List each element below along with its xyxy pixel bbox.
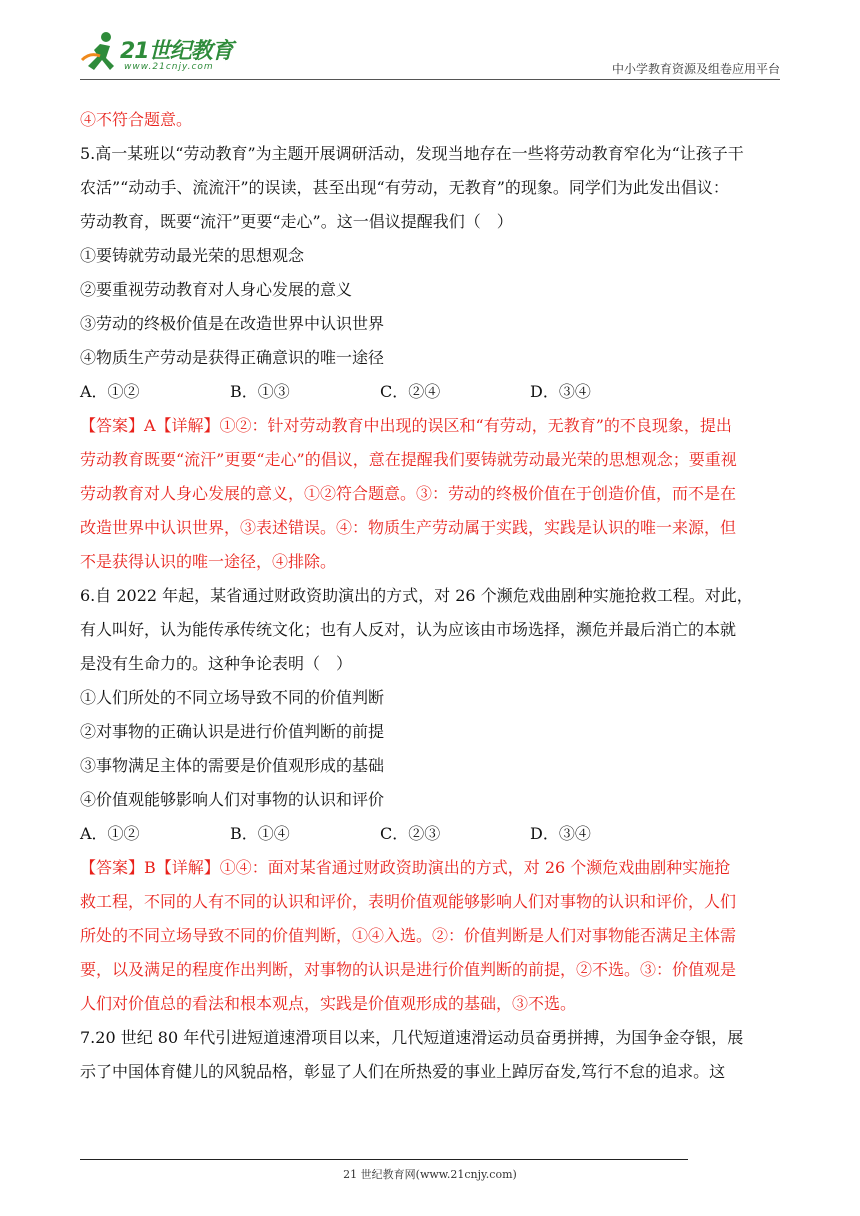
logo-url: www.21cnjy.com: [124, 62, 214, 72]
question-text-line: ④物质生产劳动是获得正确意识的唯一途径: [80, 348, 385, 367]
option-label: B．①③: [230, 382, 290, 401]
option-label: C．②③: [380, 824, 441, 843]
question-text-line: ④价值观能够影响人们对事物的认识和评价: [80, 790, 385, 809]
answer-explanation-line: 劳动教育对人身心发展的意义，①②符合题意。③：劳动的终极价值在于创造价值，而不是在: [80, 484, 737, 503]
footer-text: 21 世纪教育网(www.21cnjy.com): [343, 1168, 517, 1181]
question-text-line: 5.高一某班以“劳动教育”为主题开展调研活动，发现当地存在一些将劳动教育窄化为“让孩子干: [80, 144, 744, 163]
question-text-line: ②对事物的正确认识是进行价值判断的前提: [80, 722, 385, 741]
question-text-line: ①人们所处的不同立场导致不同的价值判断: [80, 688, 385, 707]
runner-icon: [80, 30, 124, 76]
answer-explanation-line: 【答案】B【详解】①④：面对某省通过财政资助演出的方式，对 26 个濒危戏曲剧种实施抢: [80, 858, 731, 877]
question-text-line: ③劳动的终极价值是在改造世界中认识世界: [80, 314, 385, 333]
question-text-line: 6.自 2022 年起，某省通过财政资助演出的方式，对 26 个濒危戏曲剧种实施抢救工程。对此，: [80, 586, 753, 605]
header-platform-text: 中小学教育资源及组卷应用平台: [611, 62, 780, 76]
answer-explanation-line: 救工程，不同的人有不同的认识和评价，表明价值观能够影响人们对事物的认识和评价，人们: [80, 892, 737, 911]
footer-divider: [80, 1159, 688, 1160]
option-label: A．①②: [80, 382, 140, 401]
option-label: C．②④: [380, 382, 441, 401]
question-text-line: 劳动教育，既要“流汗”更要“走心”。这一倡议提醒我们（ ）: [80, 212, 513, 231]
answer-explanation-line: 不是获得认识的唯一途径，④排除。: [80, 552, 337, 571]
answer-options: [80, 817, 784, 851]
option-label: D．③④: [530, 382, 591, 401]
answer-explanation-line: 人们对价值总的看法和根本观点，实践是价值观形成的基础，③不选。: [80, 994, 577, 1013]
answer-explanation-line: 改造世界中认识世界，③表述错误。④：物质生产劳动属于实践，实践是认识的唯一来源，但: [80, 518, 737, 537]
option-label: D．③④: [530, 824, 591, 843]
option-label: B．①④: [230, 824, 290, 843]
answer-explanation-line: 【答案】A【详解】①②：针对劳动教育中出现的误区和“有劳动，无教育”的不良现象，提出: [80, 416, 732, 435]
answer-explanation-line: 所处的不同立场导致不同的价值判断，①④入选。②：价值判断是人们对事物能否满足主体需: [80, 926, 737, 945]
answer-options: [80, 375, 784, 409]
page-header: [80, 28, 780, 78]
question-text-line: 7.20 世纪 80 年代引进短道速滑项目以来，几代短道速滑运动员奋勇拼搏，为国争金夺银，展: [80, 1028, 744, 1047]
header-divider: [80, 79, 780, 80]
question-text-line: 示了中国体育健儿的风貌品格，彰显了人们在所热爱的事业上踔厉奋发,笃行不怠的追求。这: [80, 1062, 726, 1081]
question-text-line: ③事物满足主体的需要是价值观形成的基础: [80, 756, 385, 775]
site-logo: [80, 28, 240, 78]
question-text-line: 有人叫好，认为能传承传统文化；也有人反对，认为应该由市场选择，濒危并最后消亡的本就: [80, 620, 737, 639]
document-body: [80, 103, 784, 1089]
logo-text: 21世纪教育: [120, 39, 233, 64]
answer-explanation-line: 要，以及满足的程度作出判断，对事物的认识是进行价值判断的前提，②不选。③：价值观是: [80, 960, 737, 979]
question-text-line: ①要铸就劳动最光荣的思想观念: [80, 246, 305, 265]
question-text-line: ②要重视劳动教育对人身心发展的意义: [80, 280, 353, 299]
question-text-line: 农活”“动动手、流流汗”的误读，甚至出现“有劳动，无教育”的现象。同学们为此发出倡议：: [80, 178, 729, 197]
option-label: A．①②: [80, 824, 140, 843]
answer-explanation-line: 劳动教育既要“流汗”更要“走心”的倡议，意在提醒我们要铸就劳动最光荣的思想观念；要重视: [80, 450, 737, 469]
question-text-line: 是没有生命力的。这种争论表明（ ）: [80, 654, 353, 673]
answer-explanation-line: ④不符合题意。: [80, 110, 193, 129]
